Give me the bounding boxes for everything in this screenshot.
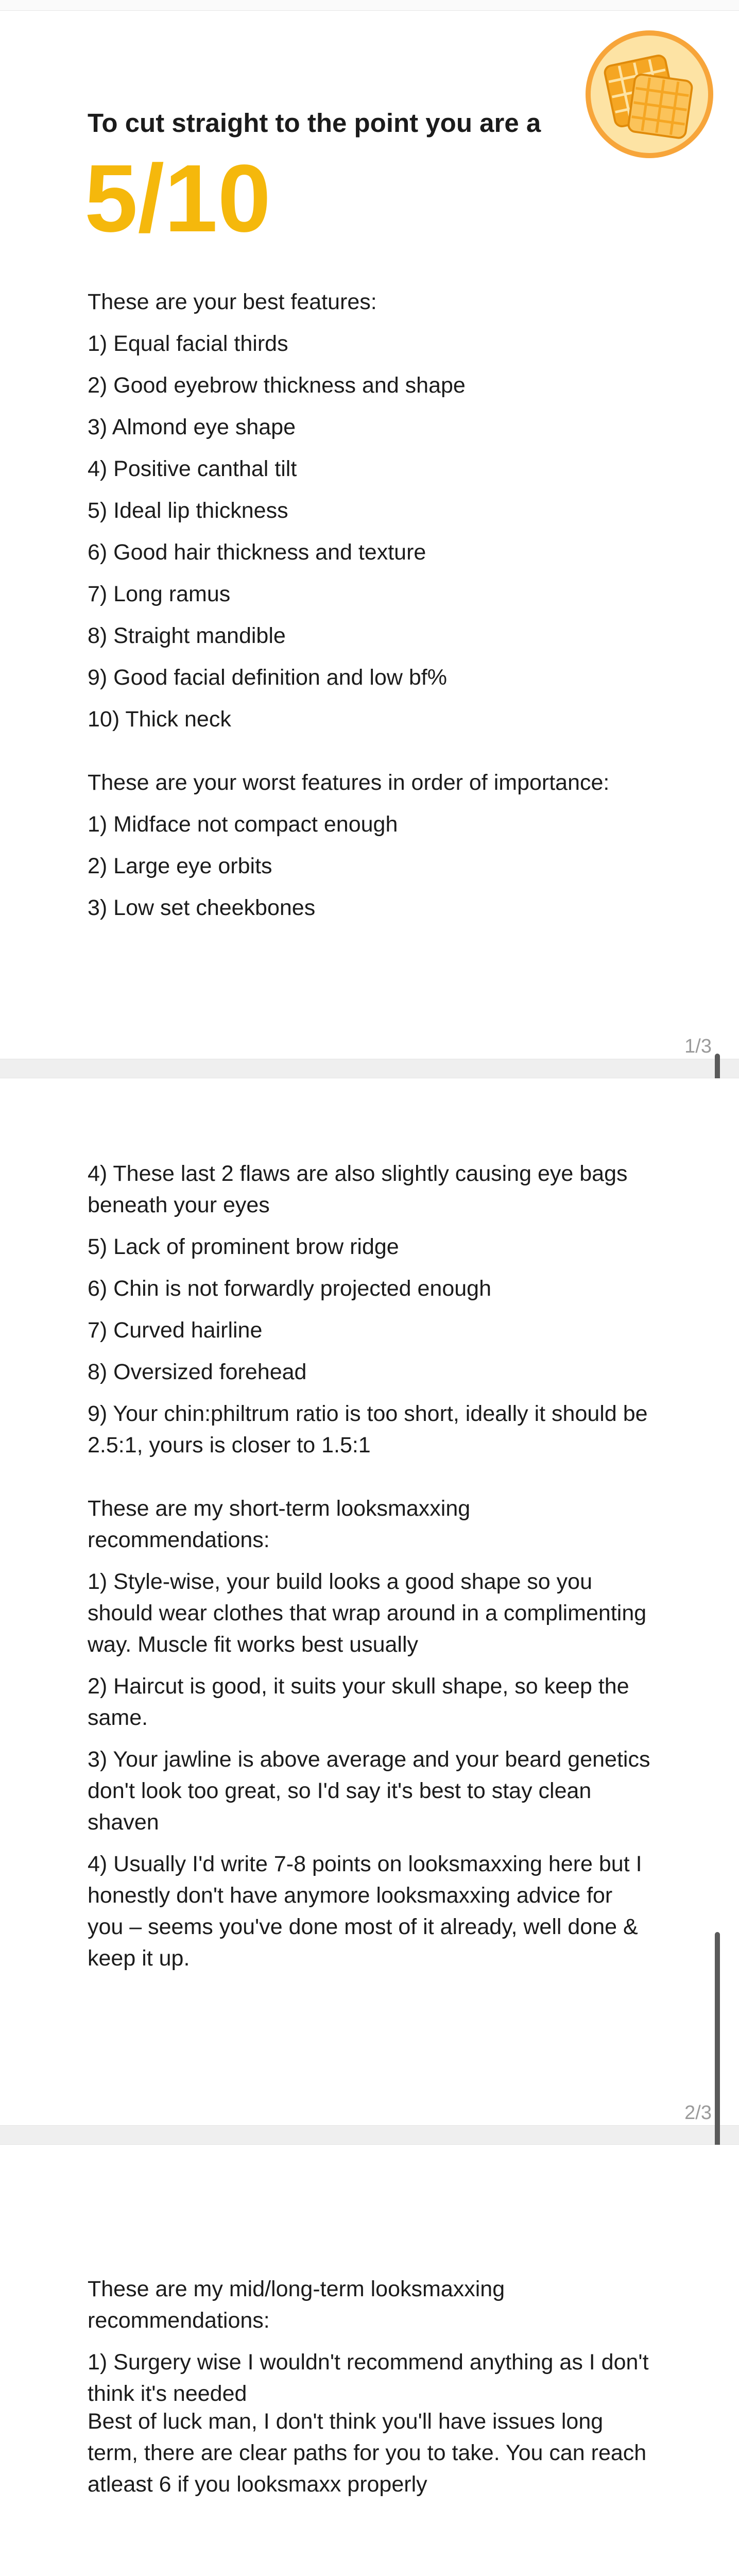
list-item: 7) Long ramus bbox=[88, 582, 231, 606]
page-2 bbox=[0, 1078, 739, 2109]
list-item: 8) Oversized forehead bbox=[88, 1360, 307, 1384]
list-item: 4) Usually I'd write 7-8 points on looksmaxxing here but I honestly don't have anymore looksmaxxing advice for you – seems you've done most of it already, well done & keep it up. bbox=[88, 1852, 642, 1971]
page-1 bbox=[0, 11, 739, 1058]
list-item: 8) Straight mandible bbox=[88, 623, 286, 648]
list-item: 3) Your jawline is above average and your beard genetics don't look too great, so I'd say it's best to stay clean shaven bbox=[88, 1747, 650, 1835]
list-item: 3) Almond eye shape bbox=[88, 415, 296, 439]
list-item: 9) Good facial definition and low bf% bbox=[88, 665, 447, 690]
rating-score: 5/10 bbox=[84, 145, 271, 252]
list-item: 6) Chin is not forwardly projected enough bbox=[88, 1276, 491, 1301]
list-item: 10) Thick neck bbox=[88, 707, 231, 732]
list-item: 6) Good hair thickness and texture bbox=[88, 540, 426, 565]
list-item: 2) Good eyebrow thickness and shape bbox=[88, 373, 466, 398]
list-item: 4) These last 2 flaws are also slightly causing eye bags beneath your eyes bbox=[88, 1161, 628, 1217]
waffle-logo-icon bbox=[583, 28, 715, 160]
page-3 bbox=[0, 2145, 739, 2576]
list-item: 1) Equal facial thirds bbox=[88, 331, 288, 356]
list-item: 5) Ideal lip thickness bbox=[88, 498, 288, 523]
long-term-title: These are my mid/long-term looksmaxxing recommendations: bbox=[88, 2277, 505, 2333]
worst-features-continued bbox=[88, 1158, 654, 1985]
top-border bbox=[0, 0, 739, 11]
list-item: 5) Lack of prominent brow ridge bbox=[88, 1234, 399, 1259]
list-item: 3) Low set cheekbones bbox=[88, 895, 316, 920]
features-section bbox=[88, 286, 654, 934]
list-item: 2) Haircut is good, it suits your skull shape, so keep the same. bbox=[88, 1674, 629, 1730]
clipped-list-item bbox=[88, 2347, 654, 2406]
closing-text: Best of luck man, I don't think you'll have issues long term, there are clear paths for you to take. You can reach atleast 6 if you looksmaxx properly bbox=[88, 2409, 647, 2497]
page-number-2: 2/3 bbox=[684, 2102, 712, 2124]
worst-features-title: These are your worst features in order of importance: bbox=[88, 770, 610, 795]
list-item: 9) Your chin:philtrum ratio is too short, ideally it should be 2.5:1, yours is closer to 1.5:1 bbox=[88, 1401, 648, 1458]
list-item: 1) Midface not compact enough bbox=[88, 812, 398, 837]
intro-heading: To cut straight to the point you are a bbox=[88, 108, 541, 138]
page-divider bbox=[0, 2125, 739, 2145]
list-item: 1) Surgery wise I wouldn't recommend anything as I don't think it's needed bbox=[88, 2350, 649, 2406]
short-term-title: These are my short-term looksmaxxing recommendations: bbox=[88, 1496, 471, 1552]
page-divider bbox=[0, 1059, 739, 1078]
page-number-1: 1/3 bbox=[684, 1036, 712, 1057]
list-item: 2) Large eye orbits bbox=[88, 854, 272, 878]
list-item: 4) Positive canthal tilt bbox=[88, 456, 297, 481]
list-item: 7) Curved hairline bbox=[88, 1318, 263, 1343]
long-term-section bbox=[88, 2274, 654, 2500]
list-item: 1) Style-wise, your build looks a good shape so you should wear clothes that wrap around in a complimenting way. Muscle fit works best usually bbox=[88, 1569, 647, 1657]
best-features-title: These are your best features: bbox=[88, 290, 377, 314]
